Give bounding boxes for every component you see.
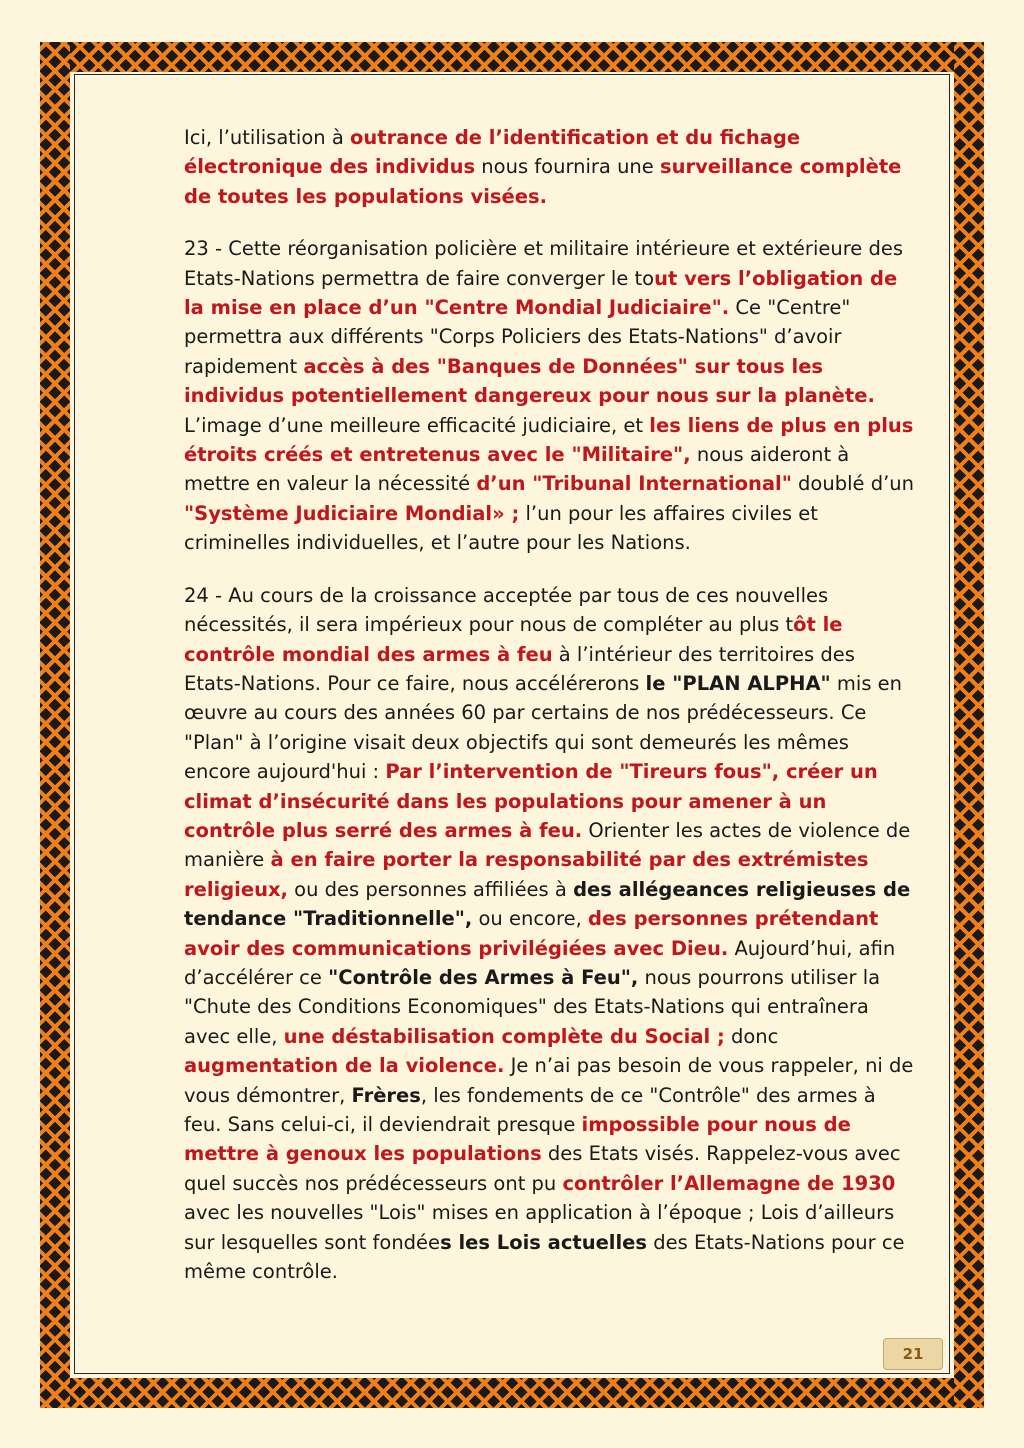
- highlighted-text: accès à des "Banques de Données" sur tous les individus potentiellement dangereux pour nous sur la planète.: [184, 354, 875, 408]
- body-text: doublé d’un: [791, 472, 915, 496]
- body-text: , les fondements de ce "Contrôle" des armes à feu. Sans celui-ci, il deviendrait presque: [184, 1083, 876, 1136]
- body-text: Aujourd’hui, afin d’accélérer ce: [184, 936, 896, 989]
- highlighted-text: ut vers l’obligation de la mise en place d’un "Centre Mondial Judiciaire".: [184, 266, 898, 320]
- body-text: nous pourrons utiliser la "Chute des Conditions Economiques" des Etats-Nations qui entraînera avec elle,: [184, 965, 881, 1048]
- body-text: L’image d’une meilleure efficacité judiciaire, et: [184, 413, 650, 437]
- decorative-border-left: [40, 42, 70, 1408]
- highlighted-text: les liens de plus en plus étroits créés et entretenus avec le "Militaire",: [184, 413, 914, 467]
- body-text: des Etats visés. Rappelez-vous avec quel succès nos prédécesseurs ont pu: [184, 1142, 901, 1195]
- body-text: Ici, l’utilisation à: [184, 126, 350, 149]
- body-text: 23 - Cette réorganisation policière et militaire intérieure et extérieure des Etats-Nations permettra de faire converger le to: [184, 237, 904, 290]
- decorative-border-top: [40, 42, 984, 72]
- highlighted-text: à en faire porter la responsabilité par des extrémistes religieux,: [184, 848, 869, 901]
- page-number-badge: 21: [883, 1338, 943, 1370]
- body-text: des Etats-Nations pour ce même contrôle.: [184, 1230, 905, 1284]
- body-text: nous fournira une: [475, 155, 660, 179]
- highlighted-text: impossible pour nous de mettre à genoux les populations: [184, 1113, 851, 1166]
- bold-text: le "PLAN ALPHA": [645, 671, 831, 695]
- body-text: 24 - Au cours de la croissance acceptée par tous de ces nouvelles nécessités, il sera impérieux pour nous de compléter au plus t: [184, 583, 829, 637]
- body-text: Orienter les actes de violence de manière: [184, 818, 911, 872]
- body-text: donc: [724, 1024, 779, 1048]
- highlighted-text: d’un "Tribunal International": [476, 472, 792, 496]
- body-text: ou encore,: [472, 907, 588, 931]
- bold-text: des allégeances religieuses de tendance "Traditionnelle",: [184, 877, 911, 931]
- paragraph-24: [184, 581, 914, 1287]
- decorative-border-right: [954, 42, 984, 1408]
- highlighted-text: outrance de l’identification et du fichage électronique des individus: [184, 126, 801, 179]
- highlighted-text: Par l’intervention de "Tireurs fous", créer un climat d’insécurité dans les populations pour amener à un contrôle plus serré des armes à feu.: [184, 760, 878, 842]
- bold-text: Frères: [351, 1083, 421, 1107]
- highlighted-text: surveillance complète de toutes les populations visées.: [184, 155, 902, 208]
- highlighted-text: augmentation de la violence.: [184, 1054, 505, 1078]
- highlighted-text: contrôler l’Allemagne de 1930: [562, 1171, 896, 1195]
- body-text: mis en œuvre au cours des années 60 par certains de nos prédécesseurs. Ce "Plan" à l’origine visait deux objectifs qui sont demeurés les mêmes encore aujourd'hui :: [184, 671, 903, 784]
- body-text: Ce "Centre" permettra aux différents "Corps Policiers des Etats-Nations" d’avoir rapidement: [184, 296, 851, 378]
- document-body: [184, 123, 914, 1309]
- highlighted-text: une déstabilisation complète du Social ;: [283, 1024, 725, 1048]
- bold-text: "Contrôle des Armes à Feu",: [328, 965, 639, 989]
- body-text: nous aideront à mettre en valeur la nécessité: [184, 443, 850, 496]
- body-text: avec les nouvelles "Lois" mises en application à l’époque ; Lois d’ailleurs sur lesquelles sont fondée: [184, 1201, 895, 1254]
- highlighted-text: des personnes prétendant avoir des communications privilégiées avec Dieu.: [184, 907, 879, 960]
- paragraph-intro: [184, 123, 914, 211]
- body-text: Je n’ai pas besoin de vous rappeler, ni de vous démontrer,: [184, 1054, 914, 1107]
- decorative-border-bottom: [40, 1378, 984, 1408]
- bold-text: s les Lois actuelles: [440, 1230, 648, 1254]
- body-text: ou des personnes affiliées à: [287, 877, 574, 901]
- body-text: à l’intérieur des territoires des Etats-Nations. Pour ce faire, nous accélérerons: [184, 642, 855, 695]
- body-text: l’un pour les affaires civiles et criminelles individuelles, et l’autre pour les Nations.: [184, 501, 818, 555]
- paragraph-23: [184, 234, 914, 557]
- highlighted-text: ôt le contrôle mondial des armes à feu: [184, 613, 843, 666]
- highlighted-text: "Système Judiciaire Mondial» ;: [184, 501, 520, 525]
